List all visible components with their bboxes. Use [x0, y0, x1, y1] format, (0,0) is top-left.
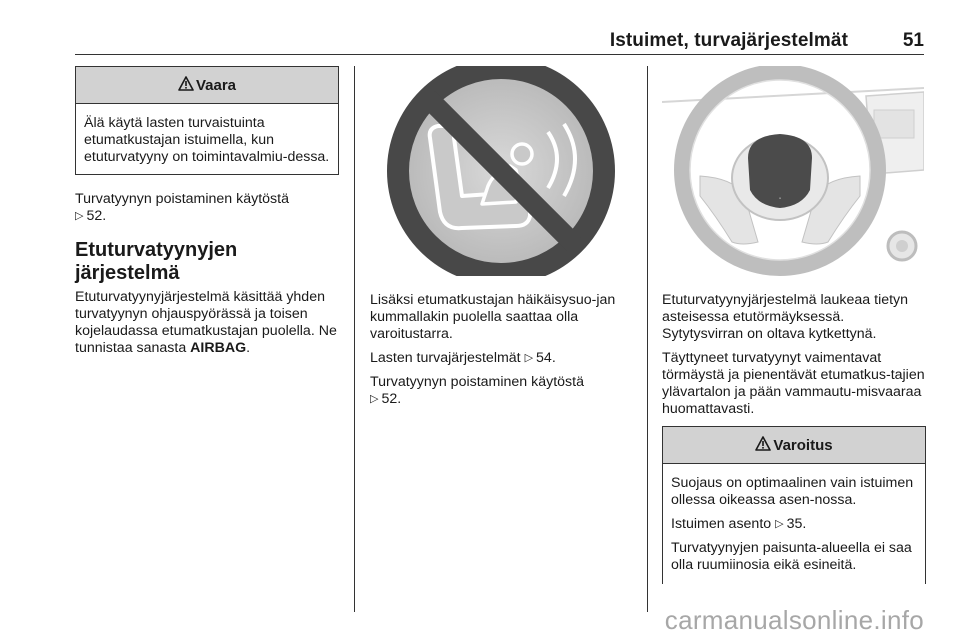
reference-arrow-icon: ▷ — [75, 210, 84, 222]
prohibition-sign-illustration — [370, 66, 632, 276]
seat-position-text: Istuimen asento — [671, 516, 772, 532]
visor-label-paragraph: Lisäksi etumatkustajan häikäisysuo-jan kummallakin puolella saattaa olla varoitustarra. — [370, 292, 616, 342]
reference-arrow-icon: ▷ — [775, 518, 784, 530]
column-3 — [662, 292, 926, 584]
page-number: 51 — [902, 30, 924, 51]
deactivation-text-2: Turvatyynyn poistaminen käytöstä — [370, 374, 584, 390]
column-divider-2 — [647, 66, 648, 612]
danger-box-text: Älä käytä lasten turvaistuinta etumatkustajan istuimella, kun etuturvatyyny on toimintavalmiu-dessa. — [84, 115, 330, 165]
column-divider-1 — [354, 66, 355, 612]
caution-box-header — [663, 427, 925, 464]
caution-box-title: Varoitus — [773, 436, 833, 454]
danger-box-title: Vaara — [195, 76, 237, 94]
child-restraint-ref-link[interactable]: 54. — [536, 350, 556, 366]
steering-wheel-illustration — [662, 66, 924, 276]
header-divider — [75, 54, 924, 55]
deactivation-paragraph — [75, 191, 339, 225]
warning-triangle-icon — [755, 436, 771, 455]
airbag-word: AIRBAG — [190, 340, 247, 356]
svg-text:▪: ▪ — [778, 196, 782, 202]
danger-box-header — [76, 67, 338, 104]
reference-arrow-icon: ▷ — [370, 393, 379, 405]
caution-box-p1: Suojaus on optimaalinen vain istuimen ollessa oikeassa asen-nossa. — [671, 475, 914, 508]
deactivation-text: Turvatyynyn poistaminen käytöstä — [75, 191, 289, 207]
deployment-paragraph: Etuturvatyynyjärjestelmä laukeaa tietyn asteisessa etutörmäyksessä. Sytytysvirran on oltava kytkettynä. — [662, 292, 909, 342]
child-restraint-text: Lasten turvajärjestelmät — [370, 350, 521, 366]
watermark: carmanualsonline.info — [664, 605, 924, 635]
body-text: Etuturvatyynyjärjestelmä käsittää yhden turvatyynyn ohjauspyörässä ja toisen kojelaudassa etumatkustajan puolella. Ne tunnistaa sanasta — [75, 289, 337, 356]
no-child-seat-figure — [370, 66, 632, 276]
body-paragraph — [75, 289, 339, 357]
danger-box-body — [76, 104, 338, 174]
airbag-suffix: . — [246, 340, 251, 356]
deactivation-ref-link-2[interactable]: 52. — [381, 391, 402, 407]
caution-box — [662, 426, 926, 584]
section-heading: Etuturvatyynyjen järjestelmä — [75, 239, 238, 284]
page-header-title: Istuimet, turvajärjestelmät — [609, 30, 848, 51]
deactivation-paragraph-2 — [370, 374, 634, 408]
reference-arrow-icon: ▷ — [524, 352, 534, 364]
warning-triangle-icon — [178, 76, 194, 95]
danger-box — [75, 66, 339, 175]
seat-position-ref-link[interactable]: 35. — [786, 516, 807, 532]
deactivation-ref-link[interactable]: 52. — [86, 208, 107, 224]
column-1 — [75, 66, 339, 364]
caution-box-p2 — [671, 516, 917, 533]
child-restraint-paragraph — [370, 350, 634, 367]
column-2 — [370, 292, 634, 415]
caution-box-p3: Turvatyynyjen paisunta-alueella ei saa olla ruumiinosia eikä esineitä. — [671, 540, 912, 573]
steering-wheel-figure — [662, 66, 924, 276]
protection-paragraph: Täyttyneet turvatyynyt vaimentavat törmäystä ja pienentävät etumatkus-tajien ylävartalon ja pään vammautu-misvaaraa huomattavasti. — [662, 350, 925, 417]
caution-box-body — [663, 464, 925, 584]
